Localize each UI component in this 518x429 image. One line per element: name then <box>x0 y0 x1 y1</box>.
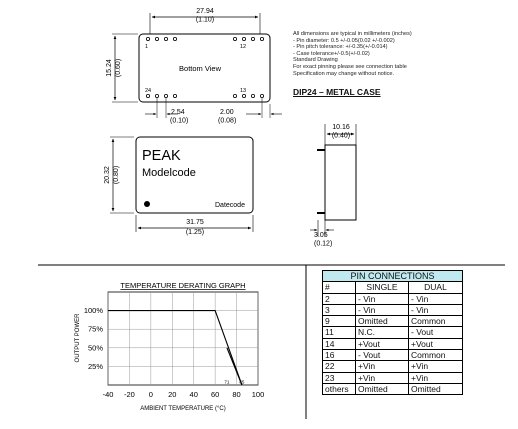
pin-number: 22 <box>323 361 356 372</box>
single-value: +Vin <box>356 372 409 383</box>
top-height-mm: 20.32 <box>104 166 111 184</box>
table-row <box>323 372 463 383</box>
bottom-width-in: (1.10) <box>195 16 215 24</box>
datecode-label: Datecode <box>215 202 245 209</box>
note-line: Specification may change without notice. <box>293 70 395 77</box>
dual-value: - Vin <box>409 304 463 315</box>
y-tick-label: 50% <box>87 343 103 353</box>
marker-label: 71 <box>224 379 230 385</box>
x-tick-label: 20 <box>168 390 177 399</box>
x-tick-label: 40 <box>189 390 198 399</box>
dual-value: - Vin <box>409 293 463 304</box>
top-width-in: (1.25) <box>185 229 205 236</box>
derating-chart <box>75 281 264 412</box>
single-value: - Vin <box>356 293 409 304</box>
pitch-mm: 2.54 <box>171 109 185 116</box>
x-tick-label: -20 <box>124 390 135 399</box>
pin-13-label: 13 <box>240 88 247 94</box>
x-tick-label: 0 <box>148 390 153 399</box>
dual-value: +Vin <box>409 372 463 383</box>
marker-label: 85 <box>239 379 245 385</box>
pin-number: 23 <box>323 372 356 383</box>
pin-number: 9 <box>323 316 356 327</box>
y-tick-label: 75% <box>87 324 103 334</box>
single-col-header: SINGLE <box>356 282 409 293</box>
side-view-body <box>325 145 356 220</box>
pin-col-header: # <box>323 282 356 293</box>
table-row <box>323 361 463 372</box>
x-tick-label: 60 <box>210 390 220 399</box>
x-tick-label: -40 <box>102 390 114 399</box>
bottom-width-mm: 27.94 <box>196 8 214 15</box>
bottom-height-mm: 15.24 <box>106 59 113 77</box>
side-pin-bottom <box>317 212 325 214</box>
y-tick-label: 25% <box>87 361 103 371</box>
dual-value: Common <box>409 316 463 327</box>
bottom-view <box>106 8 282 125</box>
bottom-height-in: (0.60) <box>115 58 122 78</box>
note-line: - Pin pitch tolerance: +/-0.35(+/-0.014) <box>293 44 388 51</box>
note-line: All dimensions are typical in millimeters (inches) <box>293 31 412 37</box>
pin-table-title: PIN CONNECTIONS <box>323 271 463 282</box>
dual-value: Omitted <box>409 383 463 394</box>
table-row <box>323 350 463 361</box>
dual-col-header: DUAL <box>409 282 463 293</box>
single-value: +Vout <box>356 338 409 349</box>
chart-title: TEMPERATURE DERATING GRAPH <box>120 281 246 290</box>
table-row <box>323 293 463 304</box>
table-row <box>323 327 463 338</box>
pitch-in: (0.10) <box>170 117 189 125</box>
pin-1-dot <box>144 201 150 207</box>
dual-value: Common <box>409 350 463 361</box>
note-line: - Case tolerance+/-0.5(+/-0.02) <box>293 50 370 57</box>
model-label: Modelcode <box>142 167 196 179</box>
y-tick-label: 100% <box>83 306 103 316</box>
brand-label: PEAK <box>142 148 181 164</box>
single-value: Omitted <box>356 383 409 394</box>
top-view <box>104 137 253 236</box>
single-value: Omitted <box>356 316 409 327</box>
single-value: +Vin <box>356 361 409 372</box>
pin-connections-table <box>322 270 463 395</box>
note-line: - Pin diameter: 0.5 +/-0.05(0.02 +/-0.002) <box>293 37 395 44</box>
side-view <box>310 124 356 248</box>
side-pin-mm: 3.05 <box>314 232 328 239</box>
table-row <box>323 304 463 315</box>
case-title: DIP24 – METAL CASE <box>293 87 381 97</box>
top-width-mm: 31.75 <box>186 219 204 226</box>
pin-number: others <box>323 383 356 394</box>
dimension-notes <box>293 31 513 77</box>
note-line: For exact pinning please see connection table <box>293 63 407 70</box>
edge-in: (0.08) <box>218 117 237 125</box>
side-pin-top <box>317 149 325 151</box>
pin-24-label: 24 <box>145 88 152 94</box>
table-row <box>323 338 463 349</box>
single-value: - Vin <box>356 304 409 315</box>
side-width-mm: 10.16 <box>332 124 350 131</box>
pin-12-label: 12 <box>240 44 247 50</box>
pin-number: 16 <box>323 350 356 361</box>
edge-mm: 2.00 <box>220 109 234 116</box>
chart-xlabel: AMBIENT TEMPERATURE (°C) <box>140 406 226 412</box>
pin-number: 14 <box>323 338 356 349</box>
dual-value: +Vin <box>409 361 463 372</box>
side-width-in: (0.40) <box>331 132 351 140</box>
bottom-view-label: Bottom View <box>179 64 221 73</box>
note-line: Standard Drawing <box>293 57 338 64</box>
x-tick-label: 80 <box>232 390 241 399</box>
side-pin-in: (0.12) <box>314 240 333 248</box>
table-row <box>323 316 463 327</box>
table-row <box>323 383 463 394</box>
dual-value: +Vout <box>409 338 463 349</box>
top-height-in: (0.80) <box>113 165 120 185</box>
pin-number: 11 <box>323 327 356 338</box>
pin-number: 3 <box>323 304 356 315</box>
x-tick-label: 100 <box>251 390 265 399</box>
chart-ylabel: OUTPUT POWER <box>75 313 81 363</box>
single-value: - Vout <box>356 350 409 361</box>
single-value: N.C. <box>356 327 409 338</box>
pin-number: 2 <box>323 293 356 304</box>
pin-1-label: 1 <box>145 44 149 50</box>
dual-value: - Vout <box>409 327 463 338</box>
plot-area <box>108 292 258 385</box>
